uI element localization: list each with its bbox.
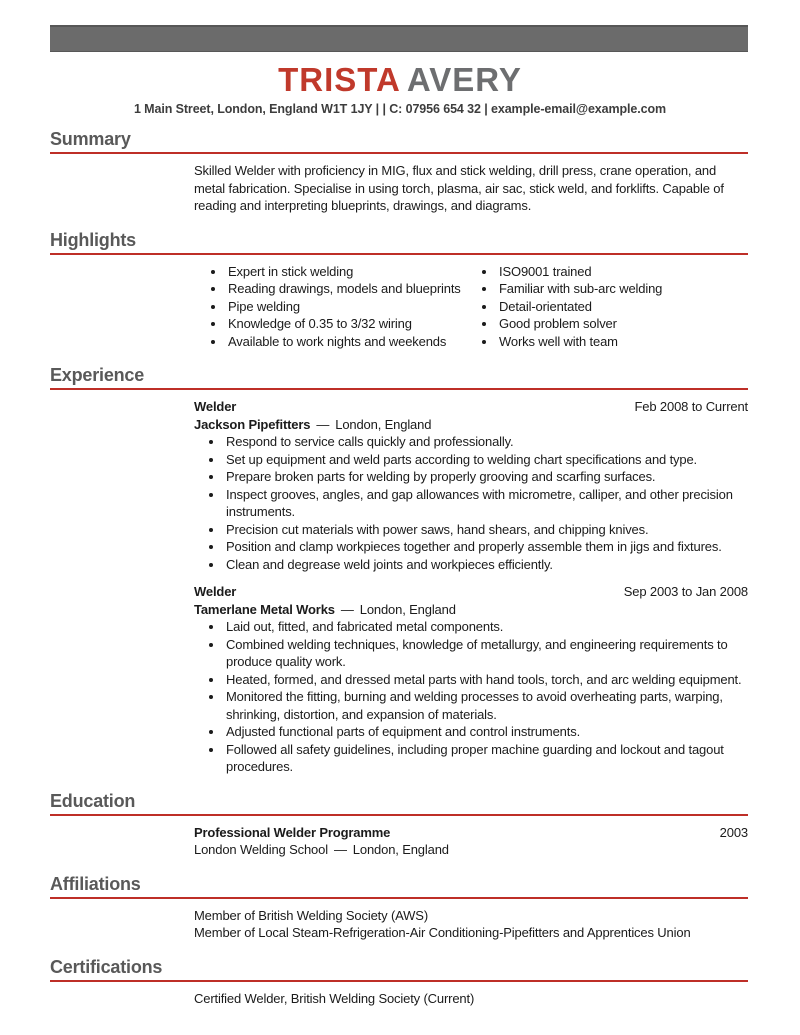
first-name: TRISTA	[278, 61, 401, 98]
section-experience	[50, 364, 748, 776]
section-education	[50, 790, 748, 859]
education-school: London Welding School	[194, 842, 328, 857]
section-title-highlights: Highlights	[50, 229, 748, 255]
summary-content	[194, 162, 748, 215]
job-location: London, England	[359, 601, 456, 617]
job-location: London, England	[335, 416, 432, 432]
job-duty: • Heated, formed, and dressed metal parts with hand tools, torch, and arc welding equipment.	[224, 671, 748, 689]
job-duty: • Prepare broken parts for welding by properly grooving and scarfing surfaces.	[224, 468, 748, 486]
job-dates: Sep 2003 to Jan 2008	[623, 584, 748, 599]
job-duty: • Inspect grooves, angles, and gap allowances with micrometre, calliper, and other precision instruments.	[224, 486, 748, 521]
education-header	[194, 824, 748, 842]
job-company-line	[194, 416, 748, 434]
job-duties-list	[194, 433, 748, 573]
school-location-dash: —	[333, 842, 347, 857]
job-title: Welder	[194, 399, 237, 414]
section-summary	[50, 128, 748, 215]
job-duty: • Monitored the fitting, burning and welding processes to avoid overheating parts, warping, shrinking, distortion, and expansion of materials.	[224, 688, 748, 723]
job-entry-1	[194, 398, 748, 573]
highlight-item: • Good problem solver	[497, 315, 748, 333]
job-duty: • Precision cut materials with power saws, hand shears, and chipping knives.	[224, 521, 748, 539]
job-dates: Feb 2008 to Current	[634, 399, 748, 414]
company-location-dash: —	[340, 601, 354, 617]
highlight-item: • ISO9001 trained	[497, 263, 748, 281]
resume-body	[50, 128, 748, 1007]
job-header	[194, 398, 748, 416]
highlights-column-left	[194, 263, 465, 351]
section-title-certifications: Certifications	[50, 956, 748, 982]
highlight-item: • Works well with team	[497, 333, 748, 351]
experience-content	[194, 398, 748, 776]
job-duty: • Set up equipment and weld parts according to welding chart specifications and type.	[224, 451, 748, 469]
section-highlights	[50, 229, 748, 351]
education-degree: Professional Welder Programme	[194, 824, 391, 840]
job-duty: • Combined welding techniques, knowledge of metallurgy, and engineering requirements to produce quality work.	[224, 636, 748, 671]
affiliations-content	[194, 907, 748, 942]
education-school-line	[194, 841, 748, 859]
highlights-content	[194, 263, 748, 351]
job-company-line	[194, 601, 748, 619]
job-duty: • Position and clamp workpieces together and properly assemble them in jigs and fixtures.	[224, 538, 748, 556]
affiliation-item: Member of British Welding Society (AWS)	[194, 907, 428, 923]
job-duty: • Laid out, fitted, and fabricated metal components.	[224, 618, 748, 636]
section-title-experience: Experience	[50, 364, 748, 390]
education-location: London, England	[352, 842, 449, 857]
highlight-item: • Detail-orientated	[497, 298, 748, 316]
highlight-item: • Available to work nights and weekends	[226, 333, 465, 351]
job-company: Jackson Pipefitters	[194, 416, 311, 432]
contact-line: 1 Main Street, London, England W1T 1JY | | C: 07956 654 32 | example-email@example.com	[133, 102, 667, 116]
last-name: AVERY	[406, 61, 522, 98]
affiliation-item: Member of Local Steam-Refrigeration-Air Conditioning-Pipefitters and Apprentices Union	[194, 925, 691, 940]
job-duties-list	[194, 618, 748, 776]
highlight-item: • Knowledge of 0.35 to 3/32 wiring	[226, 315, 465, 333]
job-entry-2	[194, 583, 748, 776]
candidate-name	[0, 61, 800, 99]
job-duty: • Respond to service calls quickly and professionally.	[224, 433, 748, 451]
education-content	[194, 824, 748, 859]
section-title-summary: Summary	[50, 128, 748, 154]
summary-text: Skilled Welder with proficiency in MIG, flux and stick welding, drill press, crane operation, and metal fabrication. Specialise in using torch, plasma, air sac, stick weld, and forklifts. Capable of reading and interpreting blueprints, drawings, and diagrams.	[194, 163, 724, 213]
highlights-column-right	[465, 263, 748, 351]
job-title: Welder	[194, 584, 237, 599]
job-duty: • Followed all safety guidelines, including proper machine guarding and lockout and tagout procedures.	[224, 741, 748, 776]
header-bar	[50, 25, 748, 52]
job-duty: • Clean and degrease weld joints and workpieces efficiently.	[224, 556, 748, 574]
section-title-education: Education	[50, 790, 748, 816]
certifications-content	[194, 990, 748, 1008]
company-location-dash: —	[316, 416, 330, 432]
job-company: Tamerlane Metal Works	[194, 601, 335, 617]
section-affiliations	[50, 873, 748, 942]
certification-item: Certified Welder, British Welding Society (Current)	[194, 990, 475, 1006]
highlight-item: • Expert in stick welding	[226, 263, 465, 281]
highlight-item: • Familiar with sub-arc welding	[497, 280, 748, 298]
section-certifications	[50, 956, 748, 1008]
education-year: 2003	[719, 824, 748, 840]
highlight-item: • Pipe welding	[226, 298, 465, 316]
highlight-item: • Reading drawings, models and blueprints	[226, 280, 465, 298]
job-duty: • Adjusted functional parts of equipment and control instruments.	[224, 723, 748, 741]
job-header	[194, 583, 748, 601]
section-title-affiliations: Affiliations	[50, 873, 748, 899]
